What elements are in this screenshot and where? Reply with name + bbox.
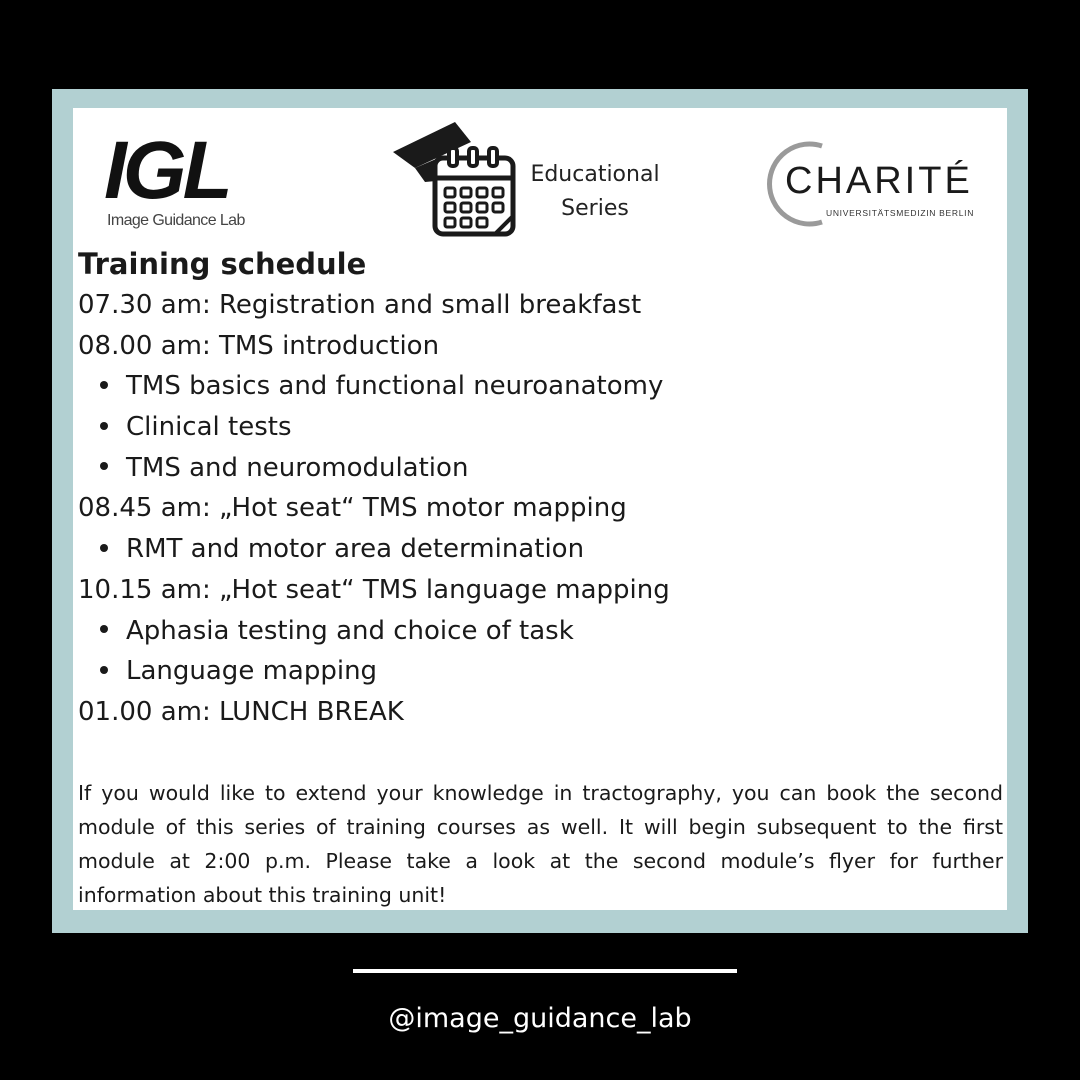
bullet-icon — [100, 625, 108, 633]
series-line: Series — [561, 196, 629, 221]
charite-logo — [752, 138, 997, 230]
second-module-note: If you would like to extend your knowledge in tractography, you can book the second module of this series of training courses as well. It will begin subsequent to the first module at 2:00 p.m. Please take a look at the second module’s flyer for further information about this training unit! — [78, 781, 1003, 907]
schedule-bullet: TMS and neuromodulation — [78, 448, 998, 489]
schedule-item: 01.00 am: LUNCH BREAK — [78, 696, 404, 727]
bullet-icon — [100, 462, 108, 470]
schedule-bullet: TMS basics and functional neuroanatomy — [78, 366, 998, 407]
igl-logo-text: Image Guidance Lab — [107, 212, 245, 229]
bullet-icon — [100, 381, 108, 389]
educational-series-text — [500, 158, 690, 226]
schedule-item: 10.15 am: „Hot seat“ TMS language mapping — [78, 574, 670, 605]
igl-logo — [104, 125, 274, 240]
bullet-icon — [100, 422, 108, 430]
schedule-item: 08.45 am: „Hot seat“ TMS motor mapping — [78, 493, 627, 524]
schedule-item: 08.00 am: TMS introduction — [78, 330, 440, 361]
schedule-bullet: Language mapping — [78, 651, 998, 692]
schedule-bullet: Clinical tests — [78, 407, 998, 448]
schedule-item: 07.30 am: Registration and small breakfast — [78, 290, 642, 320]
training-schedule — [78, 245, 998, 733]
igl-logo-mark: IGL — [104, 125, 229, 216]
charite-name: CHARITÉ — [785, 160, 973, 202]
footer-divider — [353, 969, 737, 973]
educational-line: Educational — [530, 162, 660, 187]
bullet-icon — [100, 666, 108, 674]
instagram-handle: @image_guidance_lab — [388, 1003, 692, 1034]
schedule-title: Training schedule — [78, 247, 367, 281]
charite-subtitle: UNIVERSITÄTSMEDIZIN BERLIN — [826, 208, 975, 218]
educational-series-logo — [385, 110, 685, 245]
schedule-bullet: Aphasia testing and choice of task — [78, 611, 998, 652]
schedule-bullet: RMT and motor area determination — [78, 529, 998, 570]
bullet-icon — [100, 544, 108, 552]
